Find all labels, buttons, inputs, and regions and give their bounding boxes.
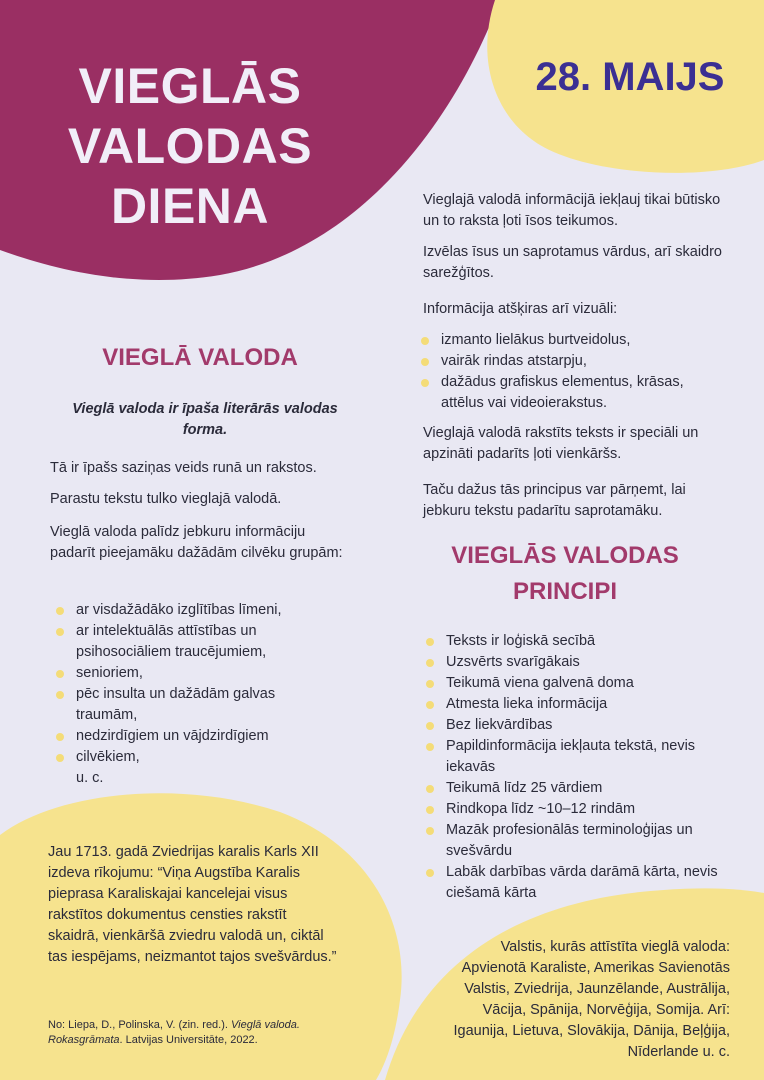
- list-item: Labāk darbības vārda darāmā kārta, nevis ciešamā kārta: [426, 862, 726, 904]
- list-item: Teksts ir loģiskā secībā: [426, 631, 726, 652]
- source-title: Vieglā valoda. Rokasgrāmata: [48, 1019, 300, 1046]
- section-heading-easy-language: VIEGLĀ VALODA: [102, 344, 298, 371]
- target-groups-list: [56, 600, 326, 768]
- list-item: senioriem,: [56, 663, 326, 684]
- list-end: u. c.: [76, 770, 104, 786]
- list-item: Teikumā līdz 25 vārdiem: [426, 778, 726, 799]
- source-publisher: . Latvijas Universitāte, 2022.: [119, 1034, 258, 1046]
- list-item: Uzsvērts svarīgākais: [426, 652, 726, 673]
- section-heading-principles: VIEGLĀS VALODAS PRINCIPI: [451, 542, 679, 605]
- event-date: 28. MAIJS: [535, 55, 725, 99]
- title-line: VIEGLĀS: [78, 58, 302, 114]
- list-item: Mazāk profesionālās terminoloģijas un svešvārdu: [426, 820, 726, 862]
- paragraph: Tā ir īpašs saziņas veids runā un rakstos.: [50, 460, 317, 476]
- paragraph: Vieglā valoda palīdz jebkuru informāciju padarīt pieejamāku dažādām cilvēku grupām:: [50, 524, 343, 561]
- paragraph: Taču dažus tās principus var pārņemt, lai jebkuru tekstu padarītu saprotamāku.: [423, 482, 686, 519]
- page-title: [40, 56, 340, 236]
- list-item: vairāk rindas atstarpju,: [421, 351, 721, 372]
- list-item: nedzirdīgiem un vājdzirdīgiem: [56, 726, 326, 747]
- title-line: VALODAS: [67, 118, 313, 174]
- list-item: Bez liekvārdības: [426, 715, 726, 736]
- list-item: ar visdažādāko izglītības līmeni,: [56, 600, 326, 621]
- title-line: DIENA: [110, 178, 270, 234]
- list-item: dažādus grafiskus elementus, krāsas, attēlus vai videoierakstus.: [421, 372, 721, 414]
- countries-note: Valstis, kurās attīstīta vieglā valoda: Apvienotā Karaliste, Amerikas Savienotās Valstis, Zviedrija, Jaunzēlande, Austrālija, Vācija, Spānija, Norvēģija, Somija. Arī: Igaunija, Lietuva, Slovākija, Dānija, Beļģija, Nīderlande u. c.: [453, 938, 730, 1060]
- source-citation: [48, 1018, 348, 1048]
- list-item: Papildinformācija iekļauta tekstā, nevis iekavās: [426, 736, 726, 778]
- paragraph: Vieglajā valodā rakstīts teksts ir speciāli un apzināti padarīts ļoti vienkāršs.: [423, 425, 699, 462]
- paragraph: Vieglajā valodā informācijā iekļauj tikai būtisko un to raksta ļoti īsos teikumos.: [423, 192, 721, 229]
- visual-features-list: [421, 330, 721, 414]
- principles-list: [426, 631, 726, 904]
- list-item: izmanto lielākus burtveidolus,: [421, 330, 721, 351]
- list-item: Teikumā viena galvenā doma: [426, 673, 726, 694]
- paragraph: Parastu tekstu tulko vieglajā valodā.: [50, 491, 282, 507]
- history-quote: Jau 1713. gadā Zviedrijas karalis Karls XII izdeva rīkojumu: “Viņa Augstība Karalis pieprasa Karaliskajai kancelejai visus rakstītos dokumentus censties rakstīt skaidrā, vienkāršā zviedru valodā un, ciktāl tas iespējams, neizmantot tajos svešvārdus.”: [48, 844, 337, 965]
- list-item: pēc insulta un dažādām galvas traumām,: [56, 684, 326, 726]
- source-authors: No: Liepa, D., Polinska, V. (zin. red.).: [48, 1019, 228, 1031]
- list-item: ar intelektuālās attīstības un psihosociāliem traucējumiem,: [56, 621, 326, 663]
- list-item: Atmesta lieka informācija: [426, 694, 726, 715]
- list-item: Rindkopa līdz ~10–12 rindām: [426, 799, 726, 820]
- list-item: cilvēkiem,: [56, 747, 326, 768]
- lead-statement: Vieglā valoda ir īpaša literārās valodas forma.: [72, 401, 338, 438]
- paragraph: Informācija atšķiras arī vizuāli:: [423, 301, 618, 317]
- paragraph: Izvēlas īsus un saprotamus vārdus, arī skaidro sarežģītos.: [423, 244, 722, 281]
